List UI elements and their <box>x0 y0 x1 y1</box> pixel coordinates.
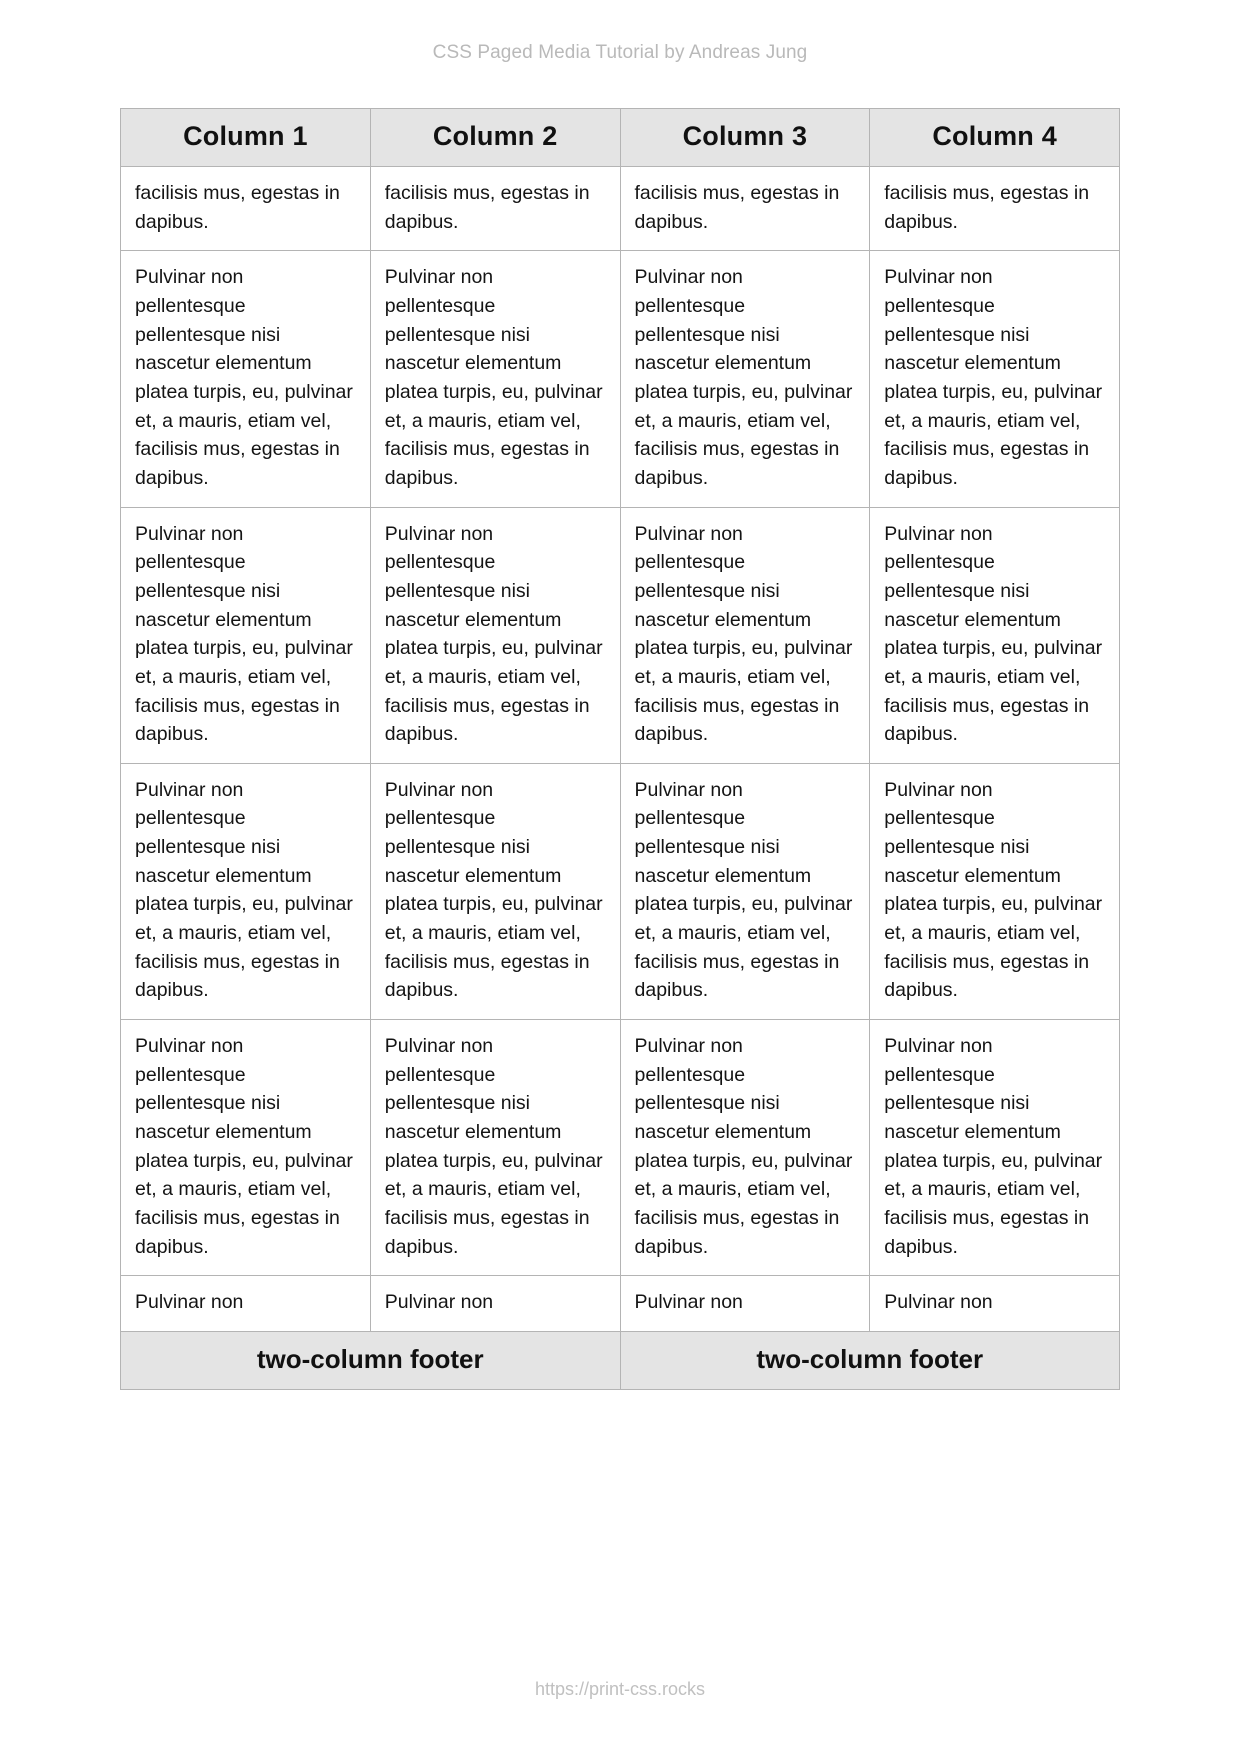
table-foot <box>121 1331 1120 1389</box>
table-cell: facilisis mus, egestas in dapibus. <box>121 167 371 251</box>
table-cell: Pulvinar non pellentesque pellentesque nisi nascetur elementum platea turpis, eu, pulvinar et, a mauris, etiam vel, facilisis mus, egestas in dapibus. <box>620 507 870 763</box>
table-cell: Pulvinar non pellentesque pellentesque nisi nascetur elementum platea turpis, eu, pulvinar et, a mauris, etiam vel, facilisis mus, egestas in dapibus. <box>370 1020 620 1276</box>
table-footer-cell-left: two-column footer <box>121 1331 621 1389</box>
table-cell: Pulvinar non pellentesque pellentesque nisi nascetur elementum platea turpis, eu, pulvinar et, a mauris, etiam vel, facilisis mus, egestas in dapibus. <box>121 507 371 763</box>
table-head <box>121 109 1120 167</box>
table-cell: Pulvinar non pellentesque pellentesque nisi nascetur elementum platea turpis, eu, pulvinar et, a mauris, etiam vel, facilisis mus, egestas in dapibus. <box>870 763 1120 1019</box>
table-cell: Pulvinar non pellentesque pellentesque nisi nascetur elementum platea turpis, eu, pulvinar et, a mauris, etiam vel, facilisis mus, egestas in dapibus. <box>870 251 1120 507</box>
table-header-row <box>121 109 1120 167</box>
table-cell: Pulvinar non pellentesque pellentesque nisi nascetur elementum platea turpis, eu, pulvinar et, a mauris, etiam vel, facilisis mus, egestas in dapibus. <box>121 1020 371 1276</box>
table-cell: Pulvinar non pellentesque pellentesque nisi nascetur elementum platea turpis, eu, pulvinar et, a mauris, etiam vel, facilisis mus, egestas in dapibus. <box>620 763 870 1019</box>
table-cell: Pulvinar non pellentesque pellentesque nisi nascetur elementum platea turpis, eu, pulvinar et, a mauris, etiam vel, facilisis mus, egestas in dapibus. <box>370 507 620 763</box>
table-cell: Pulvinar non pellentesque pellentesque nisi nascetur elementum platea turpis, eu, pulvinar et, a mauris, etiam vel, facilisis mus, egestas in dapibus. <box>121 251 371 507</box>
table-container <box>120 108 1120 1390</box>
table-cell: Pulvinar non pellentesque pellentesque nisi nascetur elementum platea turpis, eu, pulvinar et, a mauris, etiam vel, facilisis mus, egestas in dapibus. <box>370 763 620 1019</box>
table-cell: facilisis mus, egestas in dapibus. <box>620 167 870 251</box>
table-cell: Pulvinar non <box>870 1276 1120 1332</box>
table-cell: Pulvinar non <box>370 1276 620 1332</box>
table-footer-row <box>121 1331 1120 1389</box>
table-column-header-3: Column 3 <box>620 109 870 167</box>
table-cell: Pulvinar non pellentesque pellentesque nisi nascetur elementum platea turpis, eu, pulvinar et, a mauris, etiam vel, facilisis mus, egestas in dapibus. <box>870 1020 1120 1276</box>
table-cell: Pulvinar non pellentesque pellentesque nisi nascetur elementum platea turpis, eu, pulvinar et, a mauris, etiam vel, facilisis mus, egestas in dapibus. <box>620 1020 870 1276</box>
table-column-header-2: Column 2 <box>370 109 620 167</box>
data-table <box>120 108 1120 1390</box>
table-footer-cell-right: two-column footer <box>620 1331 1120 1389</box>
table-cell: Pulvinar non pellentesque pellentesque nisi nascetur elementum platea turpis, eu, pulvinar et, a mauris, etiam vel, facilisis mus, egestas in dapibus. <box>370 251 620 507</box>
table-cell: Pulvinar non pellentesque pellentesque nisi nascetur elementum platea turpis, eu, pulvinar et, a mauris, etiam vel, facilisis mus, egestas in dapibus. <box>620 251 870 507</box>
table-column-header-4: Column 4 <box>870 109 1120 167</box>
table-body <box>121 167 1120 1332</box>
table-row <box>121 1276 1120 1332</box>
table-cell: Pulvinar non <box>620 1276 870 1332</box>
running-header: CSS Paged Media Tutorial by Andreas Jung <box>432 42 808 63</box>
table-cell: Pulvinar non pellentesque pellentesque nisi nascetur elementum platea turpis, eu, pulvinar et, a mauris, etiam vel, facilisis mus, egestas in dapibus. <box>870 507 1120 763</box>
table-cell: facilisis mus, egestas in dapibus. <box>370 167 620 251</box>
table-column-header-1: Column 1 <box>121 109 371 167</box>
table-cell: facilisis mus, egestas in dapibus. <box>870 167 1120 251</box>
table-row <box>121 1020 1120 1276</box>
table-row <box>121 507 1120 763</box>
table-cell: Pulvinar non pellentesque pellentesque nisi nascetur elementum platea turpis, eu, pulvinar et, a mauris, etiam vel, facilisis mus, egestas in dapibus. <box>121 763 371 1019</box>
running-footer-url: https://print-css.rocks <box>534 1679 706 1699</box>
table-row <box>121 251 1120 507</box>
table-row <box>121 763 1120 1019</box>
table-cell: Pulvinar non <box>121 1276 371 1332</box>
table-row <box>121 167 1120 251</box>
